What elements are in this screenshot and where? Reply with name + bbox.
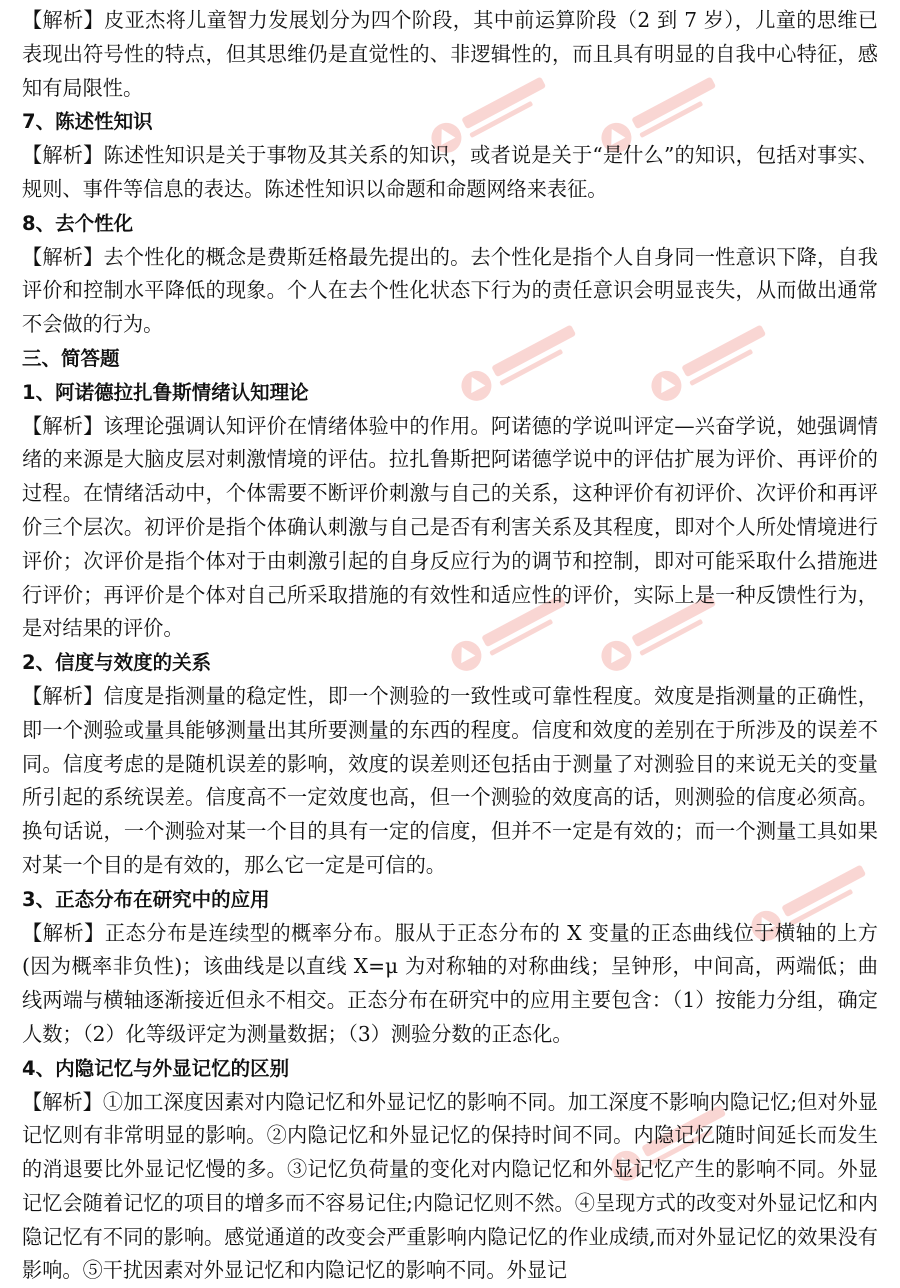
answer-paragraph: 【解析】该理论强调认知评价在情绪体验中的作用。阿诺德的学说叫评定—兴奋学说，她强调情绪的来源是大脑皮层对刺激情境的评估。拉扎鲁斯把阿诺德学说中的评估扩展为评价、再评价的过程。在情绪活动中，个体需要不断评价刺激与自己的关系，这种评价有初评价、次评价和再评价三个层次。初评价是指个体确认刺激与自己是否有利害关系及其程度，即对个人所处情境进行评价；次评价是指个体对于由刺激引起的自身反应行为的调节和控制，即对可能采取什么措施进行评价；再评价是个体对自己所采取措施的有效性和适应性的评价，实际上是一种反馈性行为，是对结果的评价。 (22, 410, 878, 647)
term-heading: 7、陈述性知识 (22, 105, 878, 139)
answer-paragraph: 【解析】皮亚杰将儿童智力发展划分为四个阶段，其中前运算阶段（2 到 7 岁），儿童的思维已表现出符号性的特点，但其思维仍是直觉性的、非逻辑性的，而且具有明显的自我中心特征，感知有局限性。 (22, 4, 878, 105)
document-page (22, 4, 878, 1288)
question-heading: 2、信度与效度的关系 (22, 646, 878, 680)
section-heading: 三、简答题 (22, 342, 878, 376)
answer-paragraph: 【解析】正态分布是连续型的概率分布。服从于正态分布的 X 变量的正态曲线位于横轴的上方(因为概率非负性)；该曲线是以直线 X=μ 为对称轴的对称曲线；呈钟形，中间高，两端低；曲线两端与横轴逐渐接近但永不相交。正态分布在研究中的应用主要包含：（1）按能力分组，确定人数；（2）化等级评定为测量数据；（3）测验分数的正态化。 (22, 917, 878, 1052)
term-heading: 8、去个性化 (22, 207, 878, 241)
answer-paragraph: 【解析】①加工深度因素对内隐记忆和外显记忆的影响不同。加工深度不影响内隐记忆;但对外显记忆则有非常明显的影响。②内隐记忆和外显记忆的保持时间不同。内隐记忆随时间延长而发生的消退要比外显记忆慢的多。③记忆负荷量的变化对内隐记忆和外显记忆产生的影响不同。外显记忆会随着记忆的项目的增多而不容易记住;内隐记忆则不然。④呈现方式的改变对外显记忆和内隐记忆有不同的影响。感觉通道的改变会严重影响内隐记忆的作业成绩,而对外显记忆的效果没有影响。⑤干扰因素对外显记忆和内隐记忆的影响不同。外显记 (22, 1086, 878, 1288)
question-heading: 1、阿诺德拉扎鲁斯情绪认知理论 (22, 376, 878, 410)
answer-paragraph: 【解析】陈述性知识是关于事物及其关系的知识，或者说是关于“是什么”的知识，包括对事实、规则、事件等信息的表达。陈述性知识以命题和命题网络来表征。 (22, 139, 878, 207)
question-heading: 3、正态分布在研究中的应用 (22, 883, 878, 917)
answer-paragraph: 【解析】去个性化的概念是费斯廷格最先提出的。去个性化是指个人自身同一性意识下降，自我评价和控制水平降低的现象。个人在去个性化状态下行为的责任意识会明显丧失，从而做出通常不会做的行为。 (22, 241, 878, 342)
answer-paragraph: 【解析】信度是指测量的稳定性，即一个测验的一致性或可靠性程度。效度是指测量的正确性， 即一个测验或量具能够测量出其所要测量的东西的程度。信度和效度的差别在于所涉及的误差不同。信度考虑的是随机误差的影响，效度的误差则还包括由于测量了对测验目的来说无关的变量所引起的系统误差。信度高不一定效度也高，但一个测验的效度高的话，则测验的信度必须高。换句话说，一个测验对某一个目的具有一定的信度，但并不一定是有效的；而一个测量工具如果对某一个目的是有效的，那么它一定是可信的。 (22, 680, 878, 883)
question-heading: 4、内隐记忆与外显记忆的区别 (22, 1052, 878, 1086)
